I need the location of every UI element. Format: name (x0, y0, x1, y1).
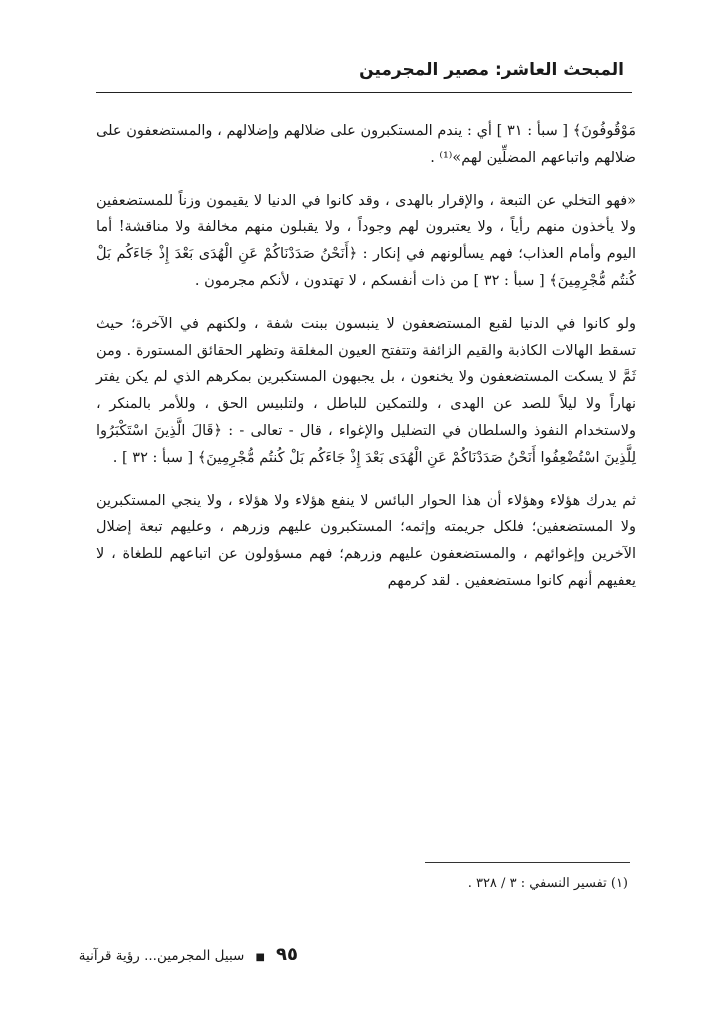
paragraph-3: ولو كانوا في الدنيا لقبع المستضعفون لا ينبسون ببنت شفة ، ولكنهم في الآخرة؛ حيث تسقط الهالات الكاذبة والقيم الزائفة وتتفتح العيون المغلقة وتظهر الحقائق المستورة . ومن ثَمَّ لا يسكت المستضعفون ولا يخنعون ، بل يجبهون المستكبرين بمكرهم الذي لم يكن يفتر نهاراً ولا ليلاً للصد عن الهدى ، وللتمكين للباطل ، ولتلبيس الحق ، وللأمر بالمنكر ، ولاستخدام النفوذ والسلطان في التضليل والإغواء ، قال - تعالى - : ﴿قَالَ الَّذِينَ اسْتَكْبَرُوا لِلَّذِينَ اسْتُضْعِفُوا أَنَحْنُ صَدَدْنَاكُمْ عَنِ الْهُدَى بَعْدَ إِذْ جَاءَكُم بَلْ كُنتُم مُّجْرِمِينَ﴾ [ سبأ : ٣٢ ] . (96, 315, 636, 466)
page-footer (79, 944, 298, 965)
separator-square: ■ (255, 952, 265, 963)
main-text (96, 118, 636, 611)
header-rule (96, 92, 632, 93)
paragraph-1: مَوْقُوفُونَ﴾ [ سبأ : ٣١ ] أي : يندم المستكبرون على ضلالهم وإضلالهم ، والمستضعفون على ضلالهم واتباعهم المضلِّين لهم»⁽¹⁾ . (96, 123, 636, 166)
paragraph-2: «فهو التخلي عن التبعة ، والإقرار بالهدى ، وقد كانوا في الدنيا لا يقيمون وزناً للمستضعفين ولا يأخذون منهم رأياً ، ولا يعتبرون لهم وجوداً ، ولا يقبلون منهم مخالفة ولا مناقشة! أما اليوم وأمام العذاب؛ فهم يسألونهم في إنكار : ﴿أَنَحْنُ صَدَدْنَاكُمْ عَنِ الْهُدَى بَعْدَ إِذْ جَاءَكُم بَلْ كُنتُم مُّجْرِمِينَ﴾ [ سبأ : ٣٢ ] من ذات أنفسكم ، لا تهتدون ، لأنكم مجرمون . (96, 192, 636, 289)
footnote: (١) تفسير النسفي : ٣ / ٣٢٨ . (467, 876, 628, 891)
chapter-title: المبحث العاشر: مصير المجرمين (359, 60, 624, 80)
paragraph-4: ثم يدرك هؤلاء وهؤلاء أن هذا الحوار البائس لا ينفع هؤلاء ولا هؤلاء ، ولا ينجي المستكبرين ولا المستضعفين؛ فلكل جريمته وإثمه؛ المستكبرون عليهم وزرهم ، وعليهم تبعة إضلال الآخرين وإغوائهم ، والمستضعفون عليهم وزرهم؛ فهم مسؤولون عن اتباعهم للطغاة ، لا يعفيهم أنهم كانوا مستضعفين . لقد كرمهم (96, 492, 636, 589)
running-header (96, 56, 632, 90)
page-number: ٩٥ (276, 944, 298, 965)
footnote-rule (425, 862, 630, 863)
book-title: سبيل المجرمين... رؤية قرآنية (78, 948, 245, 964)
